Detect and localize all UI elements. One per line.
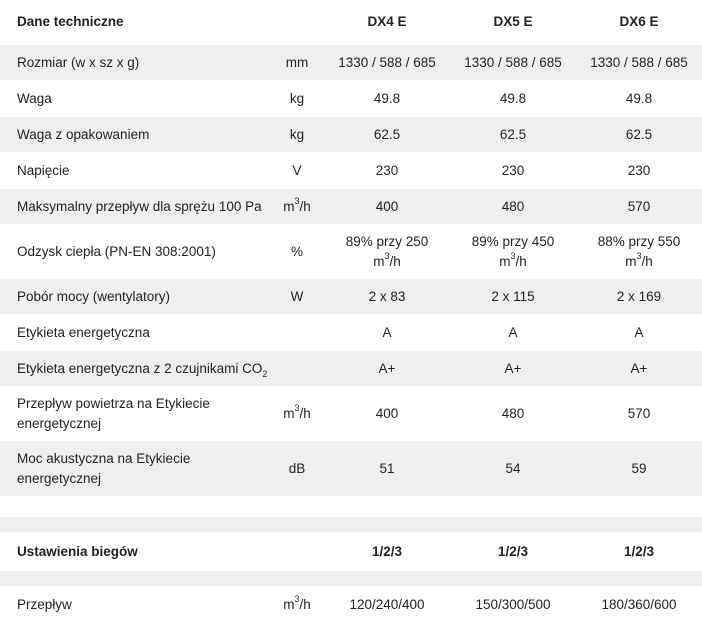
row-label: Etykieta energetyczna z 2 czujnikami $CO_2$ [17, 360, 268, 380]
table-row [0, 315, 702, 351]
flow-value-dx4: 120/240/400 [349, 596, 425, 612]
unit-base: m [283, 198, 295, 214]
spacer-row [0, 497, 702, 517]
speeds-value-dx5: 1/2/3 [497, 543, 529, 559]
table-row [0, 189, 702, 225]
header-label: Dane techniczne [17, 14, 124, 29]
row-unit: dB [288, 460, 306, 476]
table-row [0, 81, 702, 117]
value-line2: $m^3/h$ [499, 251, 527, 269]
row-value-dx5: 49.8 [499, 90, 527, 106]
row-value-dx6: 570 [627, 405, 651, 421]
label-line1: Moc akustyczna na Etykiecie [17, 450, 191, 466]
row-value-dx5: 1330 / 588 / 685 [464, 54, 562, 70]
row-value-dx6: A [634, 324, 644, 340]
row-value-dx6: 62.5 [625, 126, 653, 142]
row-unit: kg [289, 126, 305, 142]
row-label [0, 394, 270, 434]
row-value-dx4: 1330 / 588 / 685 [338, 54, 436, 70]
unit-sup: 3 [294, 196, 300, 206]
flow-unit: $m^3/h$ [283, 594, 311, 612]
row-value-dx6: A+ [630, 360, 648, 376]
row-unit: $m^3/h$ [283, 403, 311, 421]
speeds-value-dx4: 1/2/3 [371, 543, 403, 559]
row-label [0, 449, 270, 489]
row-unit: kg [289, 90, 305, 106]
row-value-dx6: 49.8 [625, 90, 653, 106]
row-label: Waga z opakowaniem [17, 126, 150, 142]
table-row [0, 117, 702, 153]
row-value-dx4: A+ [378, 360, 396, 376]
value-line1: 89% przy 250 [345, 233, 429, 249]
table-row [0, 153, 702, 189]
spacer-band [0, 571, 702, 587]
row-value-dx4: 51 [379, 460, 395, 476]
spacer-band [0, 517, 702, 533]
row-value-dx4: 49.8 [373, 90, 401, 106]
speeds-label: Ustawienia biegów [17, 543, 138, 559]
row-label: Rozmiar (w x sz x g) [17, 54, 140, 70]
label-line1: Przepływ powietrza na Etykiecie [17, 395, 210, 411]
row-value-dx6: 230 [627, 162, 651, 178]
row-value-dx4: 62.5 [373, 126, 401, 142]
row-value-dx4: 2 x 83 [368, 288, 406, 304]
table-row [0, 45, 702, 81]
row-value-dx5: 62.5 [499, 126, 527, 142]
row-value-dx5 [450, 232, 576, 272]
table-row [0, 279, 702, 315]
row-unit: % [290, 243, 303, 259]
row-label: Odzysk ciepła (PN-EN 308:2001) [17, 243, 216, 259]
row-label: Waga [17, 90, 52, 106]
row-unit: W [290, 288, 304, 304]
speeds-value-dx6: 1/2/3 [623, 543, 655, 559]
row-value-dx5: 2 x 115 [491, 288, 535, 304]
row-value-dx5: 480 [501, 198, 525, 214]
row-value-dx4 [324, 232, 450, 272]
table-row [0, 387, 702, 441]
row-value-dx5: 480 [501, 405, 525, 421]
flow-value-dx5: 150/300/500 [475, 596, 551, 612]
label-line2: energetycznej [17, 415, 102, 431]
value-line1: 88% przy 550 [597, 233, 681, 249]
value-line1: 89% przy 450 [471, 233, 555, 249]
table-row [0, 351, 702, 387]
flow-label: Przepływ [17, 596, 72, 612]
speeds-row [0, 533, 702, 571]
row-value-dx5: A [508, 324, 518, 340]
row-value-dx6: 59 [631, 460, 647, 476]
value-line2: $m^3/h$ [625, 251, 653, 269]
row-label: Napięcie [17, 162, 70, 178]
row-value-dx6: 1330 / 588 / 685 [590, 54, 688, 70]
row-value-dx4: 400 [375, 405, 399, 421]
row-value-dx6 [576, 232, 702, 272]
flow-value-dx6: 180/360/600 [601, 596, 677, 612]
header-model-1: DX4 E [367, 14, 407, 29]
row-value-dx4: A [382, 324, 392, 340]
row-value-dx5: A+ [504, 360, 522, 376]
row-value-dx6: 570 [627, 198, 651, 214]
table-header-row [0, 0, 702, 45]
row-value-dx4: 230 [375, 162, 399, 178]
row-unit [270, 197, 324, 217]
table-row [0, 225, 702, 279]
header-model-3: DX6 E [619, 14, 659, 29]
row-value-dx5: 54 [505, 460, 521, 476]
value-line2: $m^3/h$ [373, 251, 401, 269]
row-value-dx5: 230 [501, 162, 525, 178]
row-value-dx6: 2 x 169 [616, 288, 662, 304]
row-unit: mm [285, 54, 309, 70]
flow-row [0, 587, 702, 623]
table-row [0, 441, 702, 497]
label-line2: energetycznej [17, 470, 102, 486]
row-label: Etykieta energetyczna [17, 324, 150, 340]
unit-tail: /h [299, 198, 311, 214]
row-value-dx4: 400 [375, 198, 399, 214]
row-unit: V [292, 162, 302, 178]
row-label: Pobór mocy (wentylatory) [17, 288, 171, 304]
row-label: Maksymalny przepływ dla sprężu 100 Pa [17, 198, 262, 214]
header-model-2: DX5 E [493, 14, 533, 29]
